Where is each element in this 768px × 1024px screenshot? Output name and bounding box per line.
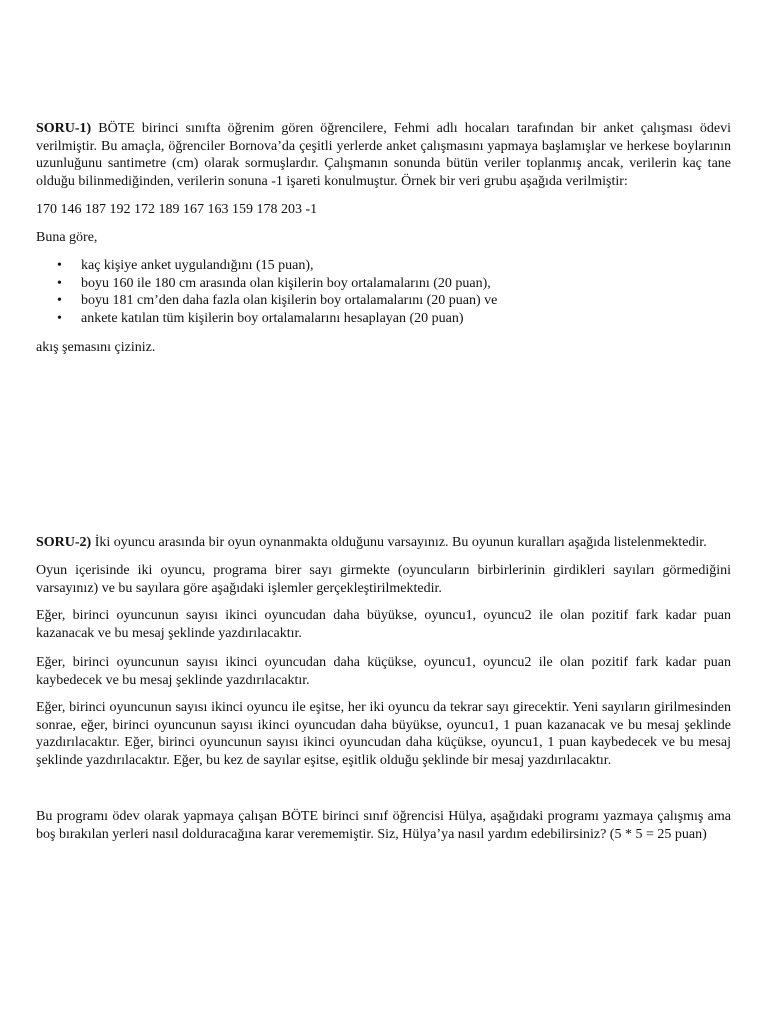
q1-closing [36, 339, 731, 357]
q2-p4-text: Eğer, birinci oyuncunun sayısı ikinci oyuncu ile eşitse, her iki oyuncu da tekrar sayı girecektir. Yeni sayıların girilmesinden sonrae, eğer, birinci oyuncunun sayısı ikinci oyuncudan daha büyükse, oyuncu1, 1 puan kazanacak ve bu mesaj şeklinde yazdırılacaktır. Eğer, birinci oyuncunun sayısı ikinci oyuncudan daha küçükse, oyuncu1, 1 puan kaybedecek ve bu mesaj şeklinde yazdırılacaktır. Eğer, bu kez de sayılar eşitse, eşitlik olduğu şeklinde bir mesaj yazdırılacaktır. [36, 700, 731, 768]
q1-data-line [36, 201, 731, 219]
bullet-icon: • [57, 293, 62, 309]
q2-label: SORU-2) [36, 535, 92, 550]
q2-paragraph-2 [36, 607, 731, 642]
bullet-icon: • [57, 258, 62, 273]
list-item-text: kaç kişiye anket uygulandığını (15 puan), [81, 258, 314, 273]
list-item-text: boyu 160 ile 180 cm arasında olan kişilerin boy ortalamalarını (20 puan), [81, 275, 491, 291]
q1-label: SORU-1) [36, 121, 92, 136]
q2-paragraph-5 [36, 808, 731, 843]
list-item [36, 292, 731, 310]
list-item [36, 275, 731, 293]
q2-intro-paragraph [36, 534, 731, 552]
q1-lead-text: Buna göre, [36, 230, 98, 245]
bullet-icon: • [57, 310, 62, 326]
q2-p5-text: Bu programı ödev olarak yapmaya çalışan BÖTE birinci sınıf öğrencisi Hülya, aşağıdaki programı yazmaya çalışmış ama boş bırakılan yerleri nasıl dolduracağına karar verememiştir. Siz, Hülya’ya nasıl yardım edebilirsiniz? (5 * 5 = 25 puan) [36, 809, 731, 842]
q1-bullet-list [36, 257, 731, 327]
q2-p2-text: Eğer, birinci oyuncunun sayısı ikinci oyuncudan daha büyükse, oyuncu1, oyuncu2 ile olan pozitif fark kadar puan kazanacak ve bu mesaj şeklinde yazdırılacaktır. [36, 608, 731, 641]
q2-paragraph-3 [36, 654, 731, 689]
bullet-icon: • [57, 275, 62, 291]
document-page [36, 0, 731, 1024]
list-item [36, 310, 731, 328]
list-item-text: boyu 181 cm’den daha fazla olan kişilerin boy ortalamalarını (20 puan) ve [81, 293, 498, 309]
list-item [36, 257, 731, 275]
q1-lead [36, 229, 731, 247]
q1-closing-text: akış şemasını çiziniz. [36, 340, 156, 355]
q1-data-values: 170 146 187 192 172 189 167 163 159 178 203 -1 [36, 202, 318, 217]
q2-p1-text: Oyun içerisinde iki oyuncu, programa birer sayı girmekte (oyuncuların birbirlerinin girdikleri sayıları görmediğini varsayınız) ve bu sayılara göre aşağıdaki işlemler gerçekleştirilmektedir. [36, 563, 731, 596]
q2-intro-text: İki oyuncu arasında bir oyun oynanmakta olduğunu varsayınız. Bu oyunun kuralları aşağıda listelenmektedir. [91, 535, 707, 550]
q1-intro-paragraph [36, 120, 731, 190]
q1-intro-text: BÖTE birinci sınıfta öğrenim gören öğrencilere, Fehmi adlı hocaları tarafından bir anket çalışması ödevi verilmiştir. Bu amaçla, öğrenciler Bornova’da çeşitli yerlerde anket çalışmasını yapmaya başlamışlar ve herkese boylarının uzunluğunu santimetre (cm) olarak sormuşlardır. Çalışmanın sonunda bütün veriler toplanmış ancak, verilerin kaç tane olduğu bilinmediğinden, verilerin sonuna -1 işareti konulmuştur. Örnek bir veri grubu aşağıda verilmiştir: [36, 121, 731, 189]
q2-paragraph-1 [36, 562, 731, 597]
q2-paragraph-4 [36, 699, 731, 769]
list-item-text: ankete katılan tüm kişilerin boy ortalamalarını hesaplayan (20 puan) [81, 310, 464, 326]
q2-p3-text: Eğer, birinci oyuncunun sayısı ikinci oyuncudan daha küçükse, oyuncu1, oyuncu2 ile olan pozitif fark kadar puan kaybedecek ve bu mesaj şeklinde yazdırılacaktır. [36, 655, 731, 688]
